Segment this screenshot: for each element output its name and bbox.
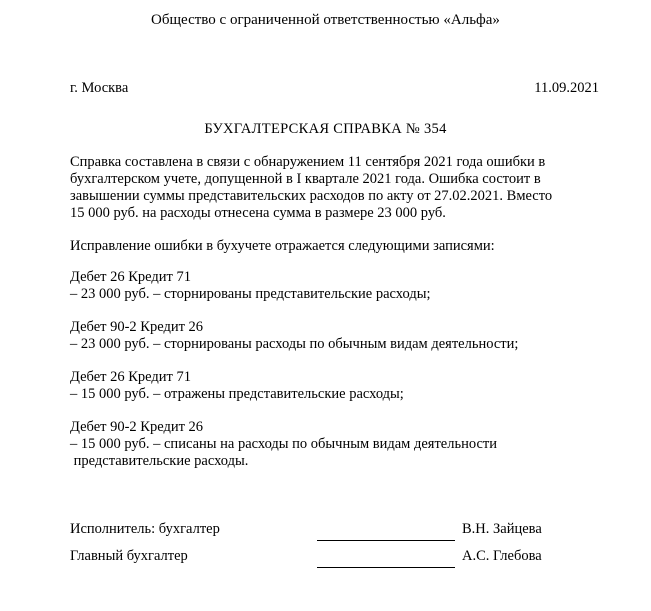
signature-name: В.Н. Зайцева: [462, 521, 542, 537]
intro-line: завышении суммы представительских расходов по акту от 27.02.2021. Вместо: [70, 188, 553, 204]
organization-name: Общество с ограниченной ответственностью «Альфа»: [151, 12, 500, 28]
document-title: БУХГАЛТЕРСКАЯ СПРАВКА № 354: [204, 121, 447, 137]
signature-line: [317, 567, 455, 568]
signature-role: Исполнитель: бухгалтер: [70, 521, 220, 537]
correction-intro: Исправление ошибки в бухучете отражается следующими записями:: [70, 238, 495, 254]
entry-line: – 15 000 руб. – списаны на расходы по обычным видам деятельности: [70, 436, 497, 452]
document-date: 11.09.2021: [534, 80, 599, 96]
city: г. Москва: [70, 80, 129, 96]
entry-line: представительские расходы.: [70, 453, 249, 469]
signature-role: Главный бухгалтер: [70, 548, 188, 564]
signature-line: [317, 540, 455, 541]
entry-line: – 15 000 руб. – отражены представительские расходы;: [70, 386, 404, 402]
signature-name: А.С. Глебова: [462, 548, 542, 564]
intro-line: Справка составлена в связи с обнаружением 11 сентября 2021 года ошибки в: [70, 154, 546, 170]
entry-account: Дебет 90-2 Кредит 26: [70, 419, 204, 435]
entry-account: Дебет 26 Кредит 71: [70, 269, 191, 285]
entry-account: Дебет 26 Кредит 71: [70, 369, 191, 385]
entry-line: – 23 000 руб. – сторнированы представительские расходы;: [70, 286, 431, 302]
entry-account: Дебет 90-2 Кредит 26: [70, 319, 204, 335]
entry-line: – 23 000 руб. – сторнированы расходы по обычным видам деятельности;: [70, 336, 519, 352]
intro-line: бухгалтерском учете, допущенной в I квартале 2021 года. Ошибка состоит в: [70, 171, 541, 187]
intro-line: 15 000 руб. на расходы отнесена сумма в размере 23 000 руб.: [70, 205, 446, 221]
